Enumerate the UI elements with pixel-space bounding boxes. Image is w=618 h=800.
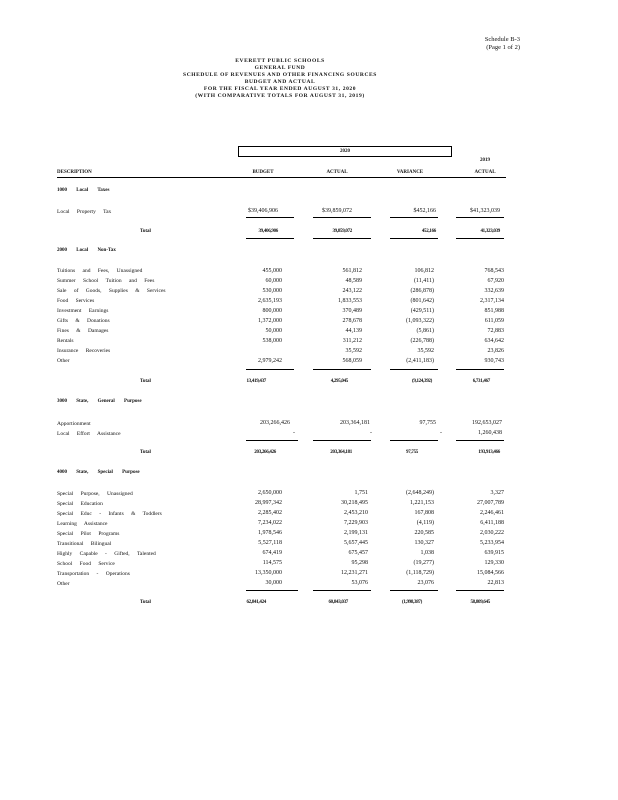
prior-value: 22,813 [487, 580, 504, 586]
budget-value: 203,266,426 [260, 420, 290, 426]
total-rule [456, 238, 504, 239]
row-label: Learning Assistance [57, 521, 108, 527]
total-actual: 60,843,037 [328, 600, 348, 605]
budget-header: BUDGET [252, 170, 274, 175]
budget-value: 2,979,242 [258, 358, 282, 364]
budget-value: 114,575 [262, 560, 282, 566]
actual-header: ACTUAL [326, 170, 348, 175]
budget-value: 674,419 [262, 550, 282, 556]
row-label: Sale of Goods, Supplies & Services [57, 288, 166, 294]
actual-value: 95,298 [351, 560, 368, 566]
budget-value: 2,650,000 [258, 490, 282, 496]
budget-value: 1,372,000 [258, 318, 282, 324]
budget-value: $39,406,906 [248, 208, 278, 214]
schedule-id: Schedule B-3 [484, 36, 520, 43]
actual-value: 5,657,445 [344, 540, 368, 546]
row-label: Highly Capable - Gifted, Talented [57, 551, 156, 557]
subtotal-rule [456, 369, 504, 370]
budget-value: 5,527,118 [258, 540, 282, 546]
row-label: Transitional Bilingual [57, 541, 112, 547]
budget-value: 538,000 [262, 338, 282, 344]
title-schedule: SCHEDULE OF REVENUES AND OTHER FINANCING SOURCES [183, 72, 377, 78]
title-comparative: (WITH COMPARATIVE TOTALS FOR AUGUST 31, 2019) [195, 93, 365, 99]
section-title: 1000 Local Taxes [57, 188, 110, 193]
total-label: Total [140, 229, 151, 234]
total-actual: 203,364,181 [330, 450, 352, 455]
actual-value: 1,751 [354, 490, 368, 496]
prior-value: 930,743 [484, 358, 504, 364]
variance-value: (5,861) [416, 328, 434, 334]
total-label: Total [140, 600, 151, 605]
variance-value: (2,648,249) [406, 490, 434, 496]
subtotal-rule [456, 590, 504, 591]
year-current-box: 2020 [238, 146, 452, 157]
actual-value: 7,229,903 [344, 520, 368, 526]
budget-value: 800,000 [262, 308, 282, 314]
subtotal-rule [246, 217, 294, 218]
subtotal-rule [246, 369, 294, 370]
subtotal-rule [390, 217, 438, 218]
section-title: 2000 Local Non-Tax [57, 248, 116, 253]
prior-value: 2,317,134 [480, 298, 504, 304]
variance-value: 1,038 [420, 550, 434, 556]
variance-value: (1,118,729) [406, 570, 434, 576]
section-title: 3000 State, General Purpose [57, 399, 142, 404]
prior-value: 67,920 [487, 278, 504, 284]
prior-value: $41,323,039 [470, 208, 500, 214]
variance-value: 167,808 [414, 510, 434, 516]
variance-value: (2,411,183) [406, 358, 434, 364]
actual-value: 48,589 [345, 278, 362, 284]
budget-value: 1,978,546 [258, 530, 282, 536]
row-label: Tuitions and Fees, Unassigned [57, 268, 143, 274]
prior-value: 1,260,438 [478, 430, 502, 436]
total-label: Total [140, 379, 151, 384]
total-actual: 4,295,045 [330, 379, 348, 384]
row-label: Summer School Tuition and Fees [57, 278, 155, 284]
prior-value: 27,007,789 [477, 500, 504, 506]
header-rule [57, 177, 506, 178]
subtotal-rule [456, 440, 504, 441]
subtotal-rule [313, 440, 371, 441]
row-label: Local Property Tax [57, 209, 112, 215]
actual-value: 2,453,210 [344, 510, 368, 516]
section-title: 4000 State, Special Purpose [57, 470, 140, 475]
actual-value: 370,489 [342, 308, 362, 314]
subtotal-rule [390, 590, 438, 591]
schedule-reference [440, 36, 520, 52]
total-rule [313, 238, 371, 239]
row-label: Apportionment [57, 421, 91, 427]
budget-value: 455,000 [262, 268, 282, 274]
budget-value: 530,000 [262, 288, 282, 294]
prior-value: 611,059 [484, 318, 504, 324]
report-title-block [0, 58, 560, 100]
budget-value: 2,285,402 [258, 510, 282, 516]
total-label: Total [140, 450, 151, 455]
budget-value: 50,000 [265, 328, 282, 334]
subtotal-rule [313, 590, 371, 591]
budget-value: 7,234,022 [258, 520, 282, 526]
total-budget: 62,841,424 [246, 600, 266, 605]
prior-value: 6,411,188 [480, 520, 504, 526]
variance-value: 106,812 [414, 268, 434, 274]
row-label: Investment Earnings [57, 308, 109, 314]
total-budget: 203,266,426 [254, 450, 276, 455]
row-label: Special Purpose, Unassigned [57, 491, 133, 497]
actual-value: 561,812 [342, 268, 362, 274]
actual-value: 203,364,181 [340, 420, 370, 426]
actual-value: 243,122 [342, 288, 362, 294]
prior-actual-header: ACTUAL [474, 170, 496, 175]
budget-value: 30,000 [265, 580, 282, 586]
variance-value: $452,166 [413, 208, 436, 214]
actual-value: 12,231,271 [341, 570, 368, 576]
actual-value: 568,059 [342, 358, 362, 364]
total-budget: 13,419,437 [246, 379, 266, 384]
row-label: Other [57, 581, 70, 587]
variance-value: 130,327 [414, 540, 434, 546]
row-label: Insurance Recoveries [57, 348, 111, 354]
total-actual: 39,859,072 [332, 229, 352, 234]
prior-value: 768,543 [484, 268, 504, 274]
variance-value: 35,592 [417, 348, 434, 354]
total-prior: 6,731,467 [472, 379, 490, 384]
row-label: School Food Service [57, 561, 115, 567]
prior-value: 3,327 [490, 490, 504, 496]
prior-value: 15,084,566 [477, 570, 504, 576]
prior-value: 634,642 [484, 338, 504, 344]
budget-value: - [293, 430, 295, 436]
total-prior: 41,323,039 [480, 229, 500, 234]
budget-value: 60,000 [265, 278, 282, 284]
schedule-page: (Page 1 of 2) [486, 44, 520, 51]
variance-value: - [440, 430, 442, 436]
prior-value: 332,639 [484, 288, 504, 294]
actual-value: 278,678 [342, 318, 362, 324]
subtotal-rule [313, 217, 371, 218]
variance-value: 1,221,153 [410, 500, 434, 506]
variance-value: (11,411) [413, 278, 434, 284]
total-rule [390, 238, 438, 239]
description-header: DESCRIPTION [57, 170, 92, 175]
actual-value: $39,859,072 [322, 208, 352, 214]
prior-value: 72,883 [487, 328, 504, 334]
variance-value: 23,076 [417, 580, 434, 586]
total-variance: (9,124,392) [411, 379, 432, 384]
title-org: EVERETT PUBLIC SCHOOLS [235, 58, 325, 64]
row-label: Transportation - Operations [57, 571, 130, 577]
title-period: FOR THE FISCAL YEAR ENDED AUGUST 31, 2020 [203, 86, 357, 92]
prior-value: 2,030,222 [480, 530, 504, 536]
prior-value: 23,826 [487, 348, 504, 354]
subtotal-rule [390, 440, 438, 441]
actual-value: 1,833,553 [338, 298, 362, 304]
title-basis: BUDGET AND ACTUAL [244, 79, 316, 85]
subtotal-rule [313, 369, 371, 370]
variance-value: (286,878) [410, 288, 434, 294]
total-rule [246, 238, 294, 239]
total-variance: 97,755 [406, 450, 418, 455]
total-prior: 193,913,466 [478, 450, 500, 455]
prior-value: 129,330 [484, 560, 504, 566]
title-fund: GENERAL FUND [254, 65, 306, 71]
variance-value: (429,511) [410, 308, 434, 314]
subtotal-rule [246, 590, 298, 591]
total-variance: (1,998,387) [401, 600, 422, 605]
row-label: Gifts & Donations [57, 318, 110, 324]
prior-value: 2,246,461 [480, 510, 504, 516]
total-variance: 452,166 [421, 229, 436, 234]
actual-value: 35,592 [345, 348, 362, 354]
row-label: Food Services [57, 298, 95, 304]
variance-value: 220,585 [414, 530, 434, 536]
actual-value: 44,139 [345, 328, 362, 334]
prior-value: 192,653,027 [472, 420, 502, 426]
row-label: Rentals [57, 338, 74, 344]
actual-value: - [370, 430, 372, 436]
actual-value: 30,218,495 [341, 500, 368, 506]
actual-value: 2,199,131 [344, 530, 368, 536]
row-label: Local Effort Assistance [57, 431, 121, 437]
variance-value: (801,642) [410, 298, 434, 304]
subtotal-rule [456, 217, 504, 218]
row-label: Special Educ - Infants & Toddlers [57, 511, 162, 517]
total-prior: 58,809,645 [470, 600, 490, 605]
variance-value: 97,755 [419, 420, 436, 426]
subtotal-rule [390, 369, 438, 370]
actual-value: 311,212 [342, 338, 362, 344]
budget-value: 28,997,342 [255, 500, 282, 506]
variance-value: (1,093,322) [406, 318, 434, 324]
total-budget: 39,406,906 [258, 229, 278, 234]
subtotal-rule [246, 440, 298, 441]
prior-value: 639,915 [484, 550, 504, 556]
row-label: Special Education [57, 501, 103, 507]
year-prior-header: 2019 [480, 158, 490, 163]
variance-value: (226,788) [410, 338, 434, 344]
actual-value: 53,076 [351, 580, 368, 586]
row-label: Special Pilot Programs [57, 531, 120, 537]
actual-value: 675,457 [348, 550, 368, 556]
variance-header: VARIANCE [396, 170, 424, 175]
prior-value: 851,988 [484, 308, 504, 314]
prior-value: 5,233,954 [480, 540, 504, 546]
row-label: Fines & Damages [57, 328, 109, 334]
row-label: Other [57, 358, 70, 364]
variance-value: (4,119) [416, 520, 434, 526]
budget-value: 2,635,193 [258, 298, 282, 304]
variance-value: (19,277) [413, 560, 434, 566]
budget-value: 13,350,000 [255, 570, 282, 576]
